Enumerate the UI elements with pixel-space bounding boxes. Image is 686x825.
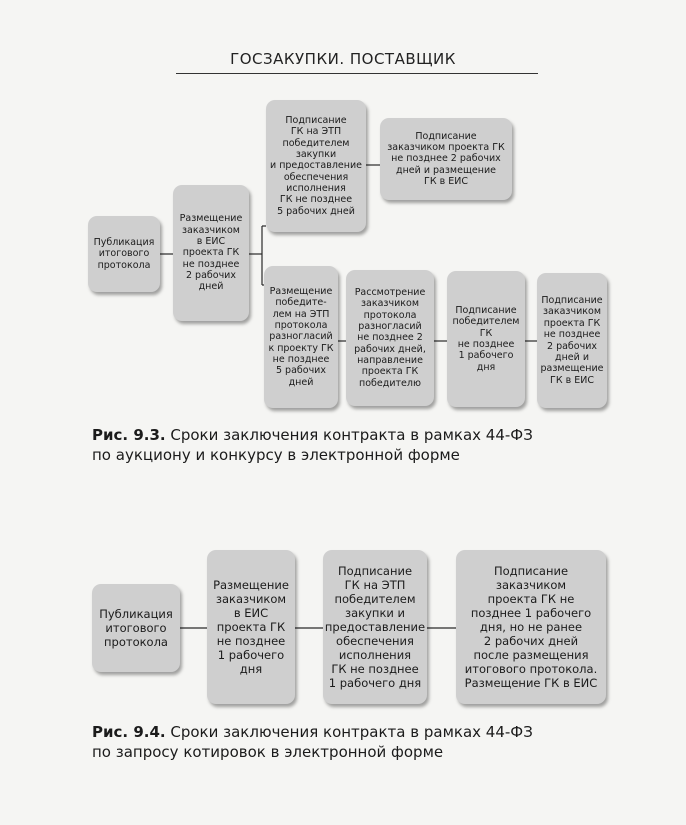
box-9-4-publication-text: Публикация итогового протокола [99,606,173,649]
box-9-3-customer-sign-final-text: Подписание заказчиком проекта ГК не позднее 2 рабочих дней и размещение ГК в ЕИС [540,294,604,386]
box-9-3-winner-sign-text: Подписание победителем ГК не позднее 1 рабочего дня [452,304,520,373]
caption-9-3-text2: по аукциону и конкурсу в электронной форме [92,446,460,464]
box-9-3-signing-customer [380,118,512,200]
box-9-4-publication [92,584,180,672]
box-9-4-signing-winner-text: Подписание ГК на ЭТП победителем закупки и предоставление обеспечения исполнения ГК не позднее 1 рабочего дня [324,563,426,691]
page-header: ГОСЗАКУПКИ. ПОСТАВЩИК [230,50,456,68]
box-9-4-placement-text: Размещение заказчиком в ЕИС проекта ГК не позднее 1 рабочего дня [213,577,289,677]
box-9-3-review-text: Рассмотрение заказчиком протокола разногласий не позднее 2 рабочих дней, направление проекта ГК победителю [354,286,426,389]
caption-9-4-label: Рис. 9.4. [92,723,166,741]
box-9-3-review [346,270,434,406]
box-9-3-customer-sign-final [537,273,607,408]
caption-9-3-text1: Сроки заключения контракта в рамках 44-ФЗ [170,426,533,444]
box-9-4-signing-customer-text: Подписание заказчиком проекта ГК не позднее 1 рабочего дня, но не ранее 2 рабочих дней после размещения итогового протокола. Размещение ГК в ЕИС [464,563,598,691]
box-9-3-placement [173,185,249,321]
box-9-4-signing-customer [456,550,606,704]
caption-9-3 [92,425,533,465]
box-9-3-disagreements [264,266,338,408]
caption-9-3-label: Рис. 9.3. [92,426,166,444]
box-9-3-signing-winner [266,100,366,232]
box-9-4-placement [207,550,295,704]
box-9-3-disagreements-text: Размещение победите- лем на ЭТП протокола разногласий к проекту ГК не позднее 5 рабочих дней [268,285,334,388]
caption-9-4-line1 [92,722,533,742]
caption-9-4 [92,722,533,762]
caption-9-3-line1 [92,425,533,445]
caption-9-4-text2: по запросу котировок в электронной форме [92,743,444,761]
box-9-3-winner-sign [447,271,525,407]
box-9-3-signing-customer-text: Подписание заказчиком проекта ГК не позднее 2 рабочих дней и размещение ГК в ЕИС [387,130,505,188]
box-9-3-publication-text: Публикация итогового протокола [93,236,155,271]
box-9-3-signing-winner-text: Подписание ГК на ЭТП победителем закупки и предоставление обеспечения исполнения ГК не позднее 5 рабочих дней [270,114,362,217]
box-9-4-signing-winner [323,550,427,704]
box-9-3-publication [88,216,160,292]
box-9-3-placement-text: Размещение заказчиком в ЕИС проекта ГК не позднее 2 рабочих дней [179,213,243,293]
caption-9-4-text1: Сроки заключения контракта в рамках 44-ФЗ [170,723,533,741]
